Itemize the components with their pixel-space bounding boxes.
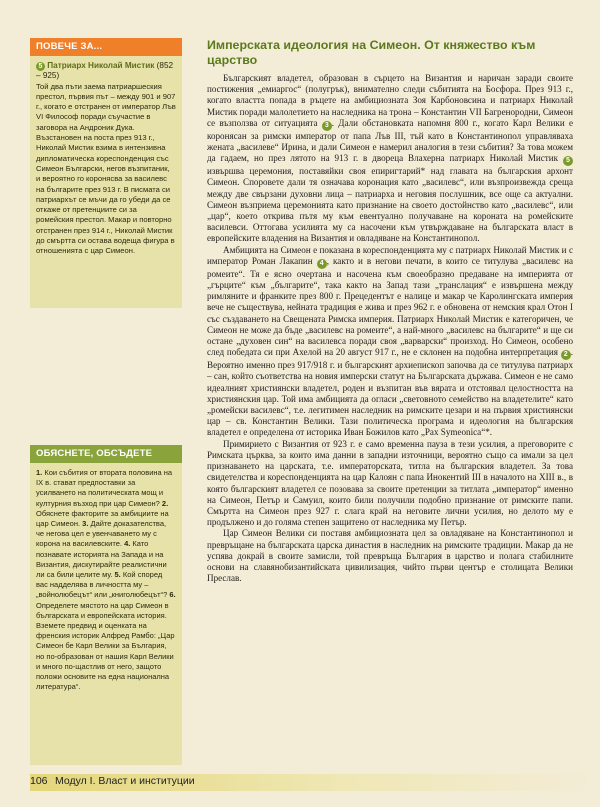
question-text: Обяснете факторите за амбициите на цар Симеон.	[36, 508, 169, 529]
more-about-body	[30, 56, 182, 308]
article	[207, 38, 573, 584]
question-number: 2.	[161, 498, 169, 508]
discuss-header: ОБЯСНЕТЕ, ОБСЪДЕТЕ	[30, 445, 182, 463]
article-title: Имперската идеология на Симеон. От княжество към царство	[207, 38, 536, 67]
paragraph: Цар Симеон Велики си поставя амбициозната цел за овладяване на Константинопол и превръщане на българската царска династия в наследник на римските традиции. Макар да не успява докрай в своите замисли, той превръща България в царство и полага стабилните основи на славянобизантийската цивилизация, чийто първи център е столицата Велики Преслав.	[207, 528, 573, 584]
more-about-header: ПОВЕЧЕ ЗА...	[30, 38, 182, 56]
text-run: . Дали обстановката напомня 800 г., когато Карл Велики е коронясан за римски император от папа Лъв III, тъй като в Константинопол управляваха жената „василеве“ Ирина, и дали Симеон е намерил аналогия в тези събития? За това можем да гадаем, но през лятото на 913 г. в дворецa Влахерна патриарх Николай Мистик	[207, 117, 573, 164]
page-footer	[0, 771, 600, 793]
paragraph	[207, 73, 573, 245]
text-run: , както и в негови печати, в които се титулува „василевс на ромеите“. Тя е ясно очертана и насочена към своеобразно предаване на империята от „гърците“ към „българите“, така както на Запад тази „транслация“ е извършена между римляните и франките през 800 г. Прецедентът е налице и макар че Каролингската империя вече не съществува, нейната традиция е жива и през 962 г. е обновена от немския крал Отон I със създаването на Свещената Римска империя. Патриарх Николай Мистик е категоричен, че Симеон не може да бъде „василевс на ромеите“, а най-много „василевс на българите“ и ще си остане „духовен син“ на василевса поради своя „варварски“ произход. Но Симеон, особено след победата си при Ахелой на 20 август 917 г., не е склонен на подобна интерпретация	[207, 255, 573, 358]
text-run: Амбицията на Симеон е показана в кореспонденцията му с патриарх Николай Мистик и с император Роман Лакапин	[207, 244, 573, 266]
discuss-questions	[30, 463, 182, 765]
paragraph	[207, 245, 573, 439]
text-run: извършва церемония, поставяйки своя епиригтарий* над главата на българския архонт Симеон. Споровете дали тя означава коронация като „василевс“, или възпроизвежда среща между две свързани духовни лица – патриарха и неговия послушник, все още са актуални. Симеон възприема церемонията като признание на своето достойнство като „василевс“, или „цар“, което открива пътя му към евентуално получаване на короната на ромейските василевси. Оттогава усилията му са насочени към утвърждаване на българската власт в европейските владения на Византия и овладяване на Константинопол.	[207, 166, 573, 244]
text-run: . Вероятно именно през 917/918 г. и българският архиепископ започва да се титулува патриарх – сан, който съответства на новия имперски статут на Българската държава. Симеон е не само идеалният християнски владетел, роден и възпитан във вярата и отстоявал целостността на християнския цар. Той има амбицията да огласи „световното семейство на владетелите“ като „ромейски василевс“, т.е. легитимен наследник на римските цезари и на първия християнски цар – св. Константин Велики. Тази политическа програма и идеология на българския владетел е определена от историка Иван Божилов като „Pax Symeonica“*.	[207, 347, 573, 438]
paragraph: Примирието с Византия от 923 г. е само временна пауза в тези усилия, а преговорите с Римската църква, за които има данни в западни източници, вероятно също са имали за цел признаването на царската, т.е. императорската, титла на българския владетел. За това свидетелства и кореспонденцията на цар Калоян с папа Инокентий III в началото на XIII в., в която българският владетел се позовава за своите претенции за титлата „император“ именно на Симеон, Петър и Самуил, които били получили подобно признание от римските папи. Смъртта на Симеон през 927 г. слага край на неговите лични усилия, но делото му е продължено и до голяма степен защитено от наследника му Петър.	[207, 438, 573, 528]
number-badge-3: 3	[322, 121, 332, 131]
question-text: Кои събития от втората половина на IX в. стават предпоставки за усилването на политическата мощ и културния възход при цар Симеон?	[36, 468, 173, 508]
number-badge-4: 4	[317, 259, 327, 269]
question-number: 6.	[169, 590, 176, 600]
article-body	[207, 73, 573, 584]
number-badge-2: 2	[561, 350, 571, 360]
module-label: Модул I. Власт и институции	[55, 775, 195, 787]
number-badge-5: 5	[563, 156, 573, 166]
question-text: Определете мястото на цар Симеон в българската и европейската история. Вземете предвид и оценката на френския историк Алфред Рамбо: „Цар Симеон бе Карл Велики за България, но по-образован от нашия Карл Велики и много по-щастлив от него, защото положи основите на една национална литература“.	[36, 600, 175, 692]
question-text: Кой според вас надделява в личността му – „войнолюбецът“ или „книголюбецът“?	[36, 570, 168, 600]
question-text: Като познавате историята на Запада и на Византия, дискутирайте реалистични ли са били целите му.	[36, 539, 167, 580]
patriarch-years: (852 – 925)	[36, 61, 174, 81]
question-text: Дайте доказателства, че негова цел е увенчаването му с корона на василевските.	[36, 519, 167, 549]
question-number: 5.	[114, 570, 121, 580]
patriarch-bio: Той два пъти заема патриаршеския престол, първия път – между 901 и 907 г., когато е отстранен от император Лъв VI Философ поради съучастие в заговора на Андроник Дука. Възстановен на поста през 913 г., Николай Мистик взима в интензивна дипломатическа кореспонденция със Симеон Български, негов възпитаник, и вероятно го коронясва за василевс на българите през 913 г. В писмата си патриархът се мъчи да го убеди да се откаже от претенциите си за ромейския престол. Макар и повторно отстранен през 914 г., Николай Мистик до смъртта си остава водеща фигура в отношенията с цар Симеон.	[36, 81, 176, 256]
patriarch-title-line	[36, 61, 176, 82]
question-number: 4.	[124, 539, 131, 549]
question-number: 1.	[36, 468, 43, 477]
question-number: 3.	[82, 519, 89, 529]
text-run: Българският владетел, образован в сърцето на Византия и наричан заради своите постижения „емиаргос“ (полугрък), внимателно следи събитията на Босфора. През 913 г., когато властта попада в ръцете на амбициозната Зоя Карбоновсина и патриарх Николай Мистик поради малолетието на наследника на трона – Константин VII Багренородни, Симеон се възползва от ситуацията	[207, 73, 573, 128]
page-number: 106	[30, 775, 48, 787]
discuss-box	[30, 445, 182, 765]
patriarch-name: Патриарх Николай Мистик	[47, 61, 155, 70]
number-badge-5: 5	[36, 62, 45, 71]
more-about-box	[30, 38, 182, 308]
